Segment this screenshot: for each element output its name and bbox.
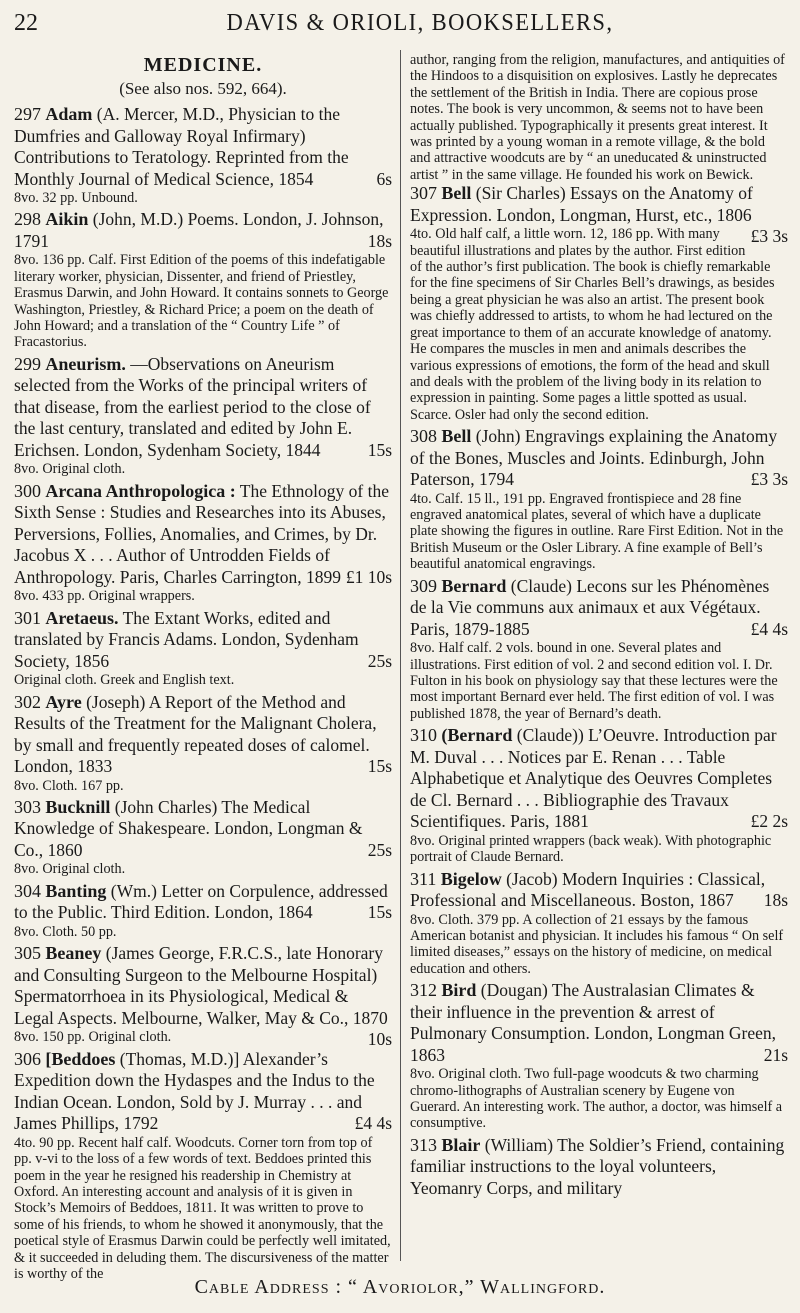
entry-title: The Ethnology of the Sixth Sense : Studies and Researches into its Abuses, Perversions, Follies, Anomalies, and Crimes, by Dr. Jacobus X . . . Author of Untrodden Fields of Anthropology. Paris, Charles Carrington, 1899	[14, 480, 389, 587]
catalogue-entry	[14, 692, 392, 794]
entry-heading	[14, 797, 392, 862]
entry-title: (Jacob) Modern Inquiries : Classical, Professional and Miscellaneous. Boston, 1867	[410, 868, 766, 910]
entry-price: 15s	[367, 439, 392, 460]
page-number: 22	[14, 9, 38, 36]
page-header	[14, 6, 786, 40]
entry-heading	[14, 1049, 392, 1135]
entry-number: 305	[14, 943, 41, 964]
catalogue-entry	[14, 881, 392, 940]
catalogue-entry	[14, 481, 392, 605]
catalogue-entry	[14, 943, 392, 1050]
entry-heading	[14, 209, 392, 252]
entry-description: 8vo. Half calf. 2 vols. bound in one. Several plates and illustrations. First edition of vol. 2 and second edition vol. I. Dr. Fulton in his book on physiology say that these lectures were the most important Bernard ever held. The first edition of vol. I was published 1878, the year of Bernard’s death.	[410, 640, 778, 722]
left-column	[14, 52, 392, 1282]
entry-number: 297	[14, 104, 41, 124]
entry-title: (Claude) Lecons sur les Phénomènes de la Vie communs aux animaux et aux Végétaux. Paris, 1879-1885	[410, 575, 770, 639]
entry-price: 18s	[367, 230, 392, 251]
right-entries	[410, 183, 788, 1199]
entry-price: 6s	[376, 168, 392, 189]
entry-author: Blair	[441, 1134, 481, 1155]
entry-heading	[14, 881, 392, 924]
entry-number: 303	[14, 796, 41, 817]
entry-price: £4 4s	[750, 618, 788, 639]
entry-number: 310	[410, 725, 437, 746]
entry-description: 8vo. 150 pp. Original cloth.	[14, 1029, 172, 1046]
entry-description: 8vo. Original printed wrappers (back weak). With photographic portrait of Claude Bernard.	[410, 832, 772, 866]
catalogue-entry	[410, 576, 788, 723]
entry-description: 4to. Old half calf, a little worn. 12, 186 pp. With many beautiful illustrations and plates by the author. First edition of the author’s first publication. The book is chiefly remarkable for the fine specimens of Sir Charles Bell’s drawings, as besides being a great physician he was also an artist. The present book was chiefly addressed to artists, to whom he had lectured on the great importance to them of an accurate knowledge of anatomy. He compares the muscles in men and animals describes the various expressions of emotions, the form of the head and skull and deals with the problem of the living body in its relation to expression in painting. Some pages a little spotted as usual. Scarce. Osler had only the second edition.	[410, 226, 775, 423]
entry-heading	[410, 1135, 788, 1200]
entry-price: £3 3s	[750, 226, 788, 247]
entry-number: 299	[14, 353, 41, 374]
entry-price: 25s	[367, 650, 392, 671]
entry-title: (James George, F.R.C.S., late Honorary and Consulting Surgeon to the Melbourne Hospital) Spermatorrhoea in its Physiological, Medical & Legal Aspects. Melbourne, Walker, May & Co., 1870	[14, 943, 388, 1028]
section-subtitle: (See also nos. 592, 664).	[119, 79, 287, 98]
entry-author: Ayre	[45, 691, 82, 712]
entry-description: 8vo. Original cloth.	[14, 861, 126, 878]
catalogue-entry	[14, 1049, 392, 1283]
column-divider	[400, 50, 401, 1261]
entry-author: Bigelow	[440, 868, 502, 889]
catalogue-entry	[410, 869, 788, 978]
catalogue-entry	[410, 725, 788, 865]
cable-address: Cable Address : “ Avoriolor,” Wallingford.	[194, 1276, 606, 1298]
entry-description: 8vo. Original cloth.	[14, 461, 126, 478]
entry-description: 8vo. Cloth. 167 pp.	[14, 777, 124, 794]
entry-title: (John, M.D.) Poems. London, J. Johnson, 1791	[14, 209, 384, 251]
entry-description: 8vo. Cloth. 379 pp. A collection of 21 essays by the famous American botanist and physician. It includes his famous “ On self limited diseases,” essays on the history of medicine, on medical education and others.	[410, 911, 784, 977]
entry-number: 306	[14, 1048, 41, 1069]
catalogue-entry	[14, 209, 392, 350]
entry-description: 8vo. Original cloth. Two full-page woodcuts & two charming chromo-lithographs of Australian scenery by Eugene von Guerard. An interesting work. The author, a doctor, was himself a consumptive.	[410, 1066, 783, 1132]
entry-price: 21s	[763, 1044, 788, 1065]
entry-title: (Wm.) Letter on Corpulence, addressed to the Public. Third Edition. London, 1864	[14, 880, 388, 923]
entry-title: (Joseph) A Report of the Method and Results of the Treatment for the Malignant Cholera, by small and frequently repeated doses of calomel. London, 1833	[14, 691, 377, 777]
entry-description: 8vo. Cloth. 50 pp.	[14, 923, 117, 940]
entry-heading	[410, 869, 788, 912]
entry-description: 4to. 90 pp. Recent half calf. Woodcuts. Corner torn from top of pp. v-vi to the loss of a few words of text. Beddoes printed this poem in the year he resigned his readership in Chemistry at Oxford. An interesting account and analysis of it is given in Stock’s Memoirs of Beddoes, 1811. It was written to prove to some of his friends, to whom he showed it anonymously, that the poetical style of Erasmus Darwin could be perfectly well imitated, & it succeeded in deluding them. The discursiveness of the matter is worthy of the	[14, 1134, 391, 1282]
entry-number: 307	[410, 183, 437, 204]
entry-price: £1 10s	[345, 566, 392, 587]
entry-description: 4to. Calf. 15 ll., 191 pp. Engraved frontispiece and 28 fine engraved anatomical plates, several of which have a duplicate plate showing the figures in outline. Rare First Edition. Not in the British Museum or the Osler Library. A fine example of Bell’s beautiful anatomical engravings.	[410, 490, 784, 573]
section-title: MEDICINE.	[143, 54, 263, 76]
entry-number: 304	[14, 880, 41, 901]
entry-author: Bernard	[441, 575, 507, 596]
entry-author: Bell	[441, 426, 472, 447]
entry-title: (Thomas, M.D.)] Alexander’s Expedition down the Hydaspes and the Indus to the Indian Ocean. London, Sold by J. Murray . . . and James Phillips, 1792	[14, 1048, 375, 1134]
entry-price: 15s	[367, 756, 392, 777]
catalogue-entry	[410, 1135, 788, 1200]
entry-price: £3 3s	[750, 469, 788, 490]
entry-title: (John Charles) The Medical Knowledge of Shakespeare. London, Longman & Co., 1860	[14, 796, 363, 860]
catalogue-entry	[410, 183, 788, 423]
entry-heading	[410, 980, 788, 1066]
entry-author: Bell	[441, 183, 472, 204]
entry-title: (Claude)) L’Oeuvre. Introduction par M. Duval . . . Notices par E. Renan . . . Table Alphabetique et Analytique des Oeuvres Completes de Cl. Bernard . . . Bibliographie des Travaux Scientifiques. Paris, 1881	[410, 725, 777, 832]
entry-number: 309	[410, 575, 437, 596]
entry-author: Adam	[45, 104, 93, 124]
entry-author: Arcana Anthropologica :	[45, 480, 236, 501]
entry-continuation: author, ranging from the religion, manufactures, and antiquities of the Hindoos to a disquisition on explosives. Lastly he deprecates the settlement of the British in India. There are copious prose notes. The book is very uncommon, & seems not to have been actually published. Typographically it presents great interest. It was printed by a young woman in a remote village, & the bold and attractive woodcuts are by “ an uneducated & uninstructed artist ” in the same village. He founded his work on Bewick.	[410, 52, 785, 183]
entry-title: (William) The Soldier’s Friend, containing familiar instructions to the loyal volunteers, Yeomanry Corps, and military	[410, 1134, 785, 1198]
entry-heading	[14, 608, 392, 673]
entry-description: 8vo. 433 pp. Original wrappers.	[14, 588, 195, 605]
entry-heading	[14, 354, 392, 462]
entry-title: —Observations on Aneurism selected from the Works of the principal writers of that disease, from the earliest period to the close of the last century, translated and edited by John E. Erichsen. London, Sydenham Society, 1844	[14, 353, 371, 460]
entry-description: 8vo. 136 pp. Calf. First Edition of the poems of this indefatigable literary worker, physician, Dissenter, and friend of Priestley, Erasmus Darwin, and John Howard. It contains sonnets to George Washington, Priestley, & Richard Price; a poem on the death of John Howard; and a translation of the “ Country Life ” of Fracastorius.	[14, 252, 389, 351]
entry-title: (Sir Charles) Essays on the Anatomy of Expression. London, Longman, Hurst, etc., 1806	[410, 183, 753, 225]
entry-number: 308	[410, 426, 437, 447]
entry-description: 8vo. 32 pp. Unbound.	[14, 190, 138, 206]
right-column	[410, 52, 788, 1263]
entry-author: Aretaeus.	[45, 607, 119, 628]
catalogue-entry	[410, 980, 788, 1132]
entry-price: 18s	[763, 890, 788, 910]
entry-price: £2 2s	[750, 811, 788, 832]
entry-author: Banting	[45, 880, 107, 901]
entry-price: 15s	[367, 902, 392, 923]
catalogue-entry	[14, 797, 392, 878]
entry-heading	[410, 576, 788, 641]
entry-title: (John) Engravings explaining the Anatomy of the Bones, Muscles and Joints. Edinburgh, John Paterson, 1794	[410, 426, 778, 490]
entry-heading	[14, 692, 392, 778]
entry-number: 300	[14, 480, 41, 501]
catalogue-entry	[14, 608, 392, 689]
entry-price: 10s	[367, 1029, 392, 1050]
entry-author: Aikin	[45, 209, 89, 230]
entry-author: Aneurism.	[45, 353, 126, 374]
entry-author: Bird	[441, 980, 477, 1001]
entry-price: 25s	[367, 839, 392, 860]
entry-title: The Extant Works, edited and translated by Francis Adams. London, Sydenham Society, 1856	[14, 607, 359, 671]
entry-heading	[14, 104, 392, 190]
entry-heading	[410, 725, 788, 833]
entry-number: 311	[410, 868, 437, 889]
left-entries	[14, 104, 392, 1282]
entry-number: 298	[14, 209, 41, 230]
entry-heading	[410, 426, 788, 491]
catalogue-entry	[14, 354, 392, 478]
entry-author: Beaney	[45, 943, 102, 964]
entry-title: (A. Mercer, M.D., Physician to the Dumfries and Galloway Royal Infirmary) Contributions to Teratology. Reprinted from the Monthly Journal of Medical Science, 1854	[14, 104, 349, 189]
entry-heading	[410, 183, 788, 247]
entry-price: £4 4s	[354, 1113, 392, 1134]
entry-number: 302	[14, 691, 41, 712]
entry-heading	[14, 481, 392, 589]
catalogue-entry	[14, 104, 392, 206]
entry-author: Bucknill	[45, 796, 111, 817]
entry-author: [Beddoes	[45, 1048, 116, 1069]
entry-description: Original cloth. Greek and English text.	[14, 672, 235, 689]
entry-title: (Dougan) The Australasian Climates & their influence in the prevention & arrest of Pulmonary Consumption. London, Longman Green, 1863	[410, 980, 777, 1065]
entry-number: 312	[410, 980, 437, 1001]
catalogue-entry	[410, 426, 788, 573]
running-title: DAVIS & ORIOLI, BOOKSELLERS,	[226, 9, 614, 36]
entry-number: 301	[14, 607, 41, 628]
entry-number: 313	[410, 1134, 437, 1155]
entry-author: (Bernard	[441, 725, 513, 746]
